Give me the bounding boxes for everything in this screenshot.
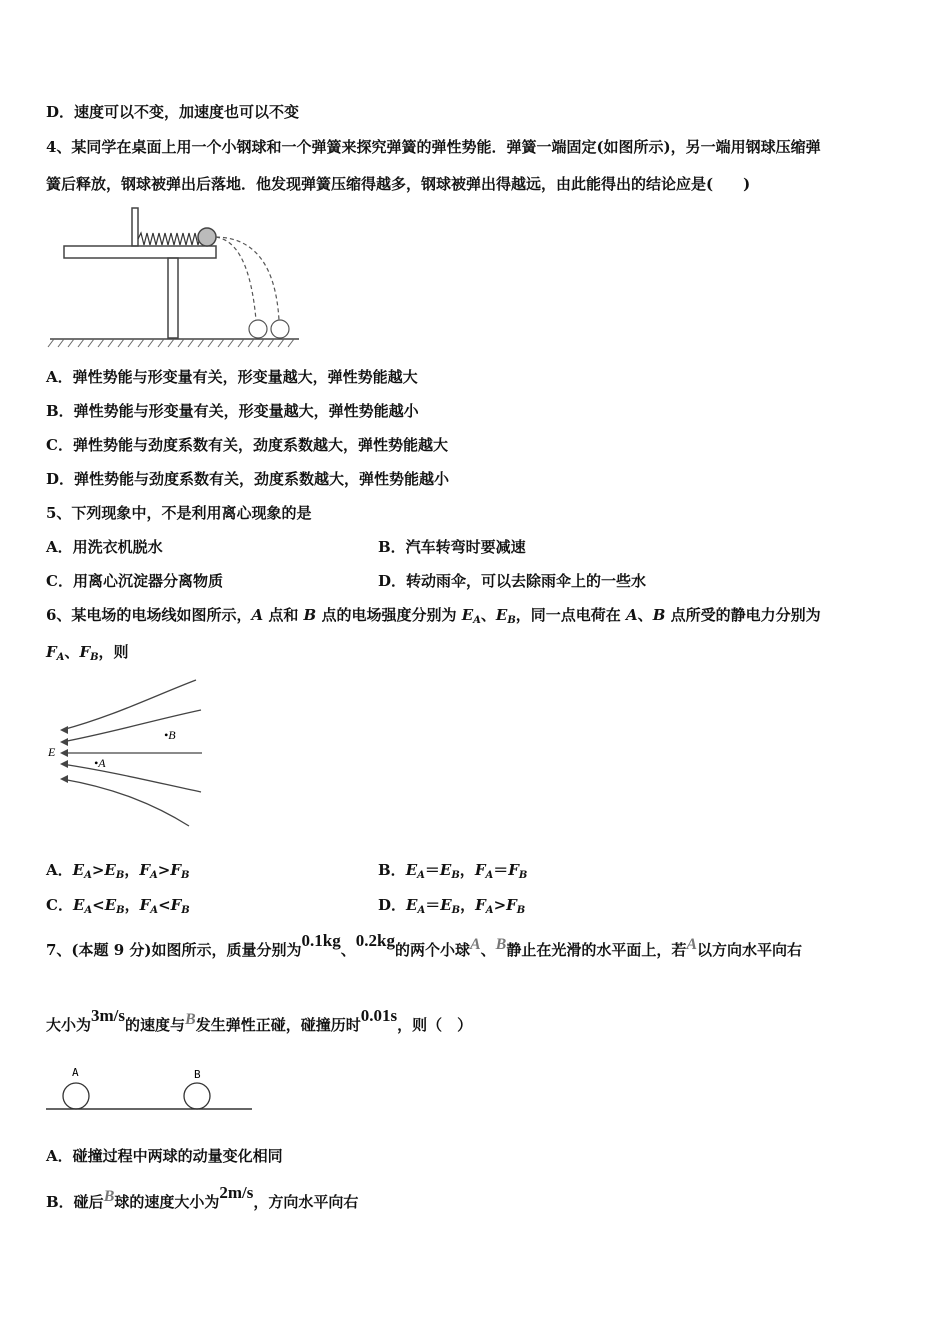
q4-stem-line2: 簧后释放，钢球被弹出后落地．他发现弹簧压缩得越多，钢球被弹出得越远，由此能得出的结论应是( ) <box>46 175 751 193</box>
q7-stem-line2: 大小为3m/s的速度与B发生弹性正碰，碰撞历时0.01s，则（ ） <box>46 1006 473 1034</box>
table-leg <box>168 258 178 338</box>
q4-option-d: D．弹性势能与劲度系数有关，劲度系数越大，弹性势能越小 <box>46 470 450 488</box>
q3-option-d: D．速度可以不变，加速度也可以不变 <box>46 103 300 121</box>
table-top <box>64 246 216 258</box>
q5-stem: 5、下列现象中，不是利用离心现象的是 <box>46 504 312 522</box>
fig-ball-a-label: A <box>72 1066 79 1079</box>
steel-ball <box>198 228 216 246</box>
q4-option-b: B．弹性势能与形变量有关，形变量越大，弹性势能越小 <box>46 402 419 420</box>
trajectory-short <box>216 237 256 320</box>
two-balls-figure <box>44 1060 259 1115</box>
spring <box>138 233 204 245</box>
q4-option-a: A．弹性势能与形变量有关，形变量越大，弹性势能越大 <box>46 368 418 386</box>
q4-option-c: C．弹性势能与劲度系数有关，劲度系数越大，弹性势能越大 <box>46 436 448 454</box>
field-line-2 <box>62 710 201 742</box>
spring-ball-table-figure <box>44 202 304 352</box>
q6-option-a: A．$E_A>E_B$，$F_A>F_B$ <box>46 861 190 881</box>
q4-stem-line1: 4、某同学在桌面上用一个小钢球和一个弹簧来探究弹簧的弹性势能．弹簧一端固定(如图所示)，另一端用钢球压缩弹 <box>46 138 821 156</box>
q6-option-d: D．$E_A=E_B$，$F_A>F_B$ <box>378 896 526 916</box>
q6-option-c: C．$E_A<E_B$，$F_A<F_B$ <box>46 896 190 916</box>
q7-stem-line1: 7、(本题 9 分)如图所示，质量分别为0.1kg、0.2kg的两个小球A、B静止在光滑的水平面上，若A以方向水平向右 <box>46 931 803 959</box>
q6-stem-line2: $F_A$、$F_B$，则 <box>46 643 129 663</box>
q6-stem-line1: 6、某电场的电场线如图所示，A 点和 B 点的电场强度分别为 $E_A$、$E_B$，同一点电荷在 A、B 点所受的静电力分别为 <box>46 606 821 626</box>
q6-option-b: B．$E_A=E_B$，$F_A=F_B$ <box>378 861 528 881</box>
q7-option-a: A．碰撞过程中两球的动量变化相同 <box>46 1147 283 1165</box>
field-line-4 <box>62 764 201 792</box>
fig-point-a: •A <box>94 756 106 770</box>
field-line-5 <box>62 779 189 826</box>
q7-option-b: B．碰后B球的速度大小为2m/s，方向水平向右 <box>46 1183 359 1211</box>
landed-ball-2 <box>271 320 289 338</box>
q5-option-b: B．汽车转弯时要减速 <box>378 538 526 556</box>
fig-label-e: E <box>48 745 56 759</box>
q5-option-c: C．用离心沉淀器分离物质 <box>46 572 223 590</box>
field-line-1 <box>62 680 196 730</box>
q5-option-a: A．用洗衣机脱水 <box>46 538 163 556</box>
fig-ball-b-label: B <box>194 1068 201 1081</box>
landed-ball-1 <box>249 320 267 338</box>
trajectory-long <box>216 237 279 320</box>
ball-b <box>184 1083 210 1109</box>
ball-a <box>63 1083 89 1109</box>
fig-point-b: •B <box>164 728 176 742</box>
electric-field-lines-figure <box>44 676 214 831</box>
spring-wall <box>132 208 138 246</box>
q5-option-d: D．转动雨伞，可以去除雨伞上的一些水 <box>378 572 647 590</box>
